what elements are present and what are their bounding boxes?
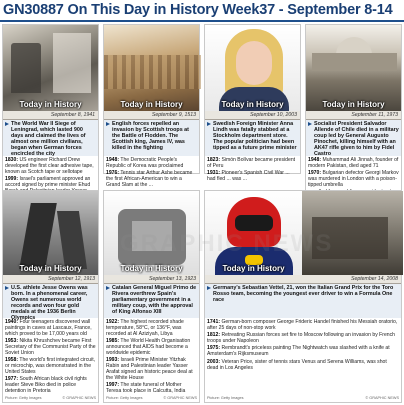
- lead-story: Swedish Foreign Minister Anna Lindh was fatally stabbed at a Stockholm department store. The popular politician had been tipped as a future prime minister: [205, 120, 300, 156]
- photo-primo-de-rivera: [104, 191, 199, 275]
- list-item: 1812: Retreating Russian forces set fire to Moscow following an invasion by French troops under Napoleon: [207, 332, 396, 345]
- photo-label: Today in History: [221, 100, 284, 109]
- photo-leningrad: [3, 25, 98, 111]
- history-card-sept-9: [103, 24, 200, 189]
- arrow-icon: [5, 286, 9, 290]
- photo-label: Today in History: [120, 264, 183, 273]
- lead-story: Catalan General Miguel Primo de Rivera overthrew Spain's parliamentary government in a military coup, with the approval of King Alfonso XIII: [104, 284, 199, 318]
- lead-story: Socialist President Salvador Allende of Chile died in a military coup led by General Augusto Pinochet, killing himself with an AK47 rifle given to him by Fidel Castro: [306, 120, 401, 156]
- list-item: 1976: Tennis star Arthur Ashe became the first African-American to win a Grand Slam at the ...: [106, 170, 193, 189]
- photo-label: Today in History: [19, 100, 82, 109]
- lead-story: English forces repelled an invasion by Scottish troops at the Battle of Flodden. The Scottish king, James IV, was killed in the fighting: [104, 120, 199, 156]
- list-item: 1823: Simón Bolívar became president of Peru: [207, 157, 296, 169]
- photo-allende: [306, 25, 401, 111]
- list-item: 1977: South African black civil rights leader Steve Biko died in police detention in Pretoria: [5, 376, 87, 395]
- arrow-icon: [207, 122, 211, 126]
- list-item: 1948: The Democratic People's Republic of Korea was proclaimed: [106, 157, 184, 169]
- list-item: 1985: The World Health Organisation announced that AIDS had become a worldwide epidemic: [106, 338, 191, 356]
- lead-story: Germany's Sebastian Vettel, 21, won the Italian Grand Prix for the Toro Rosso team, becoming the youngest ever driver to win a Formula One race: [205, 284, 401, 318]
- photo-label: Today in History: [222, 264, 285, 273]
- photo-flodden: [104, 25, 199, 111]
- list-item: 1999: Israel's parliament approved an accord signed by prime minister Ehud: [5, 176, 91, 189]
- event-list: [104, 319, 199, 397]
- list-item: 1975: Rembrandt's priceless painting The Nightwatch was slashed with a knife at Amsterdam's Rijksmuseum: [207, 345, 390, 358]
- list-item: 1948: Muhammad Ali Jinnah, founder of modern Pakistan, died aged 71: [308, 157, 399, 169]
- photo-background: [302, 191, 403, 275]
- arrow-icon: [308, 122, 312, 126]
- list-item: 1970: Bulgarian defector Georgi Markov was murdered in London with a poison-tipped umbrella: [308, 170, 399, 189]
- list-item: 1931: Pioneer's Spanish Civil War ... had fled ... was ...: [207, 170, 290, 183]
- card-date: September 14, 2008: [205, 275, 401, 284]
- history-card-sept-14: [204, 190, 402, 403]
- arrow-icon: [207, 286, 211, 290]
- list-item: 1830: US engineer Richard Drew developed the first clear adhesive tape, known as Scotch tape or sellotape: [5, 157, 94, 175]
- card-date: September 10, 2003: [205, 111, 300, 120]
- event-list: [205, 319, 401, 374]
- photo-jesse-owens: [3, 191, 98, 275]
- list-item: 1741: German-born composer George Frideric Handel finished his Messiah oratorio, after 25 days of non-stop work: [207, 319, 398, 331]
- card-date: September 11, 1973: [306, 111, 401, 120]
- arrow-icon: [5, 122, 9, 126]
- arrow-icon: [106, 122, 110, 126]
- history-card-sept-12: [2, 190, 99, 403]
- list-item: 2003: Veteran Price, sister of tennis stars Venus and Serena Williams, was shot dead in Los Angeles: [207, 358, 387, 371]
- card-date: September 8, 1941: [3, 111, 98, 120]
- photo-label: Today in History: [19, 264, 82, 273]
- photo-label: Today in History: [322, 100, 385, 109]
- lead-story: The World War II Siege of Leningrad, which lasted 900 days and claimed the lives of almost one million civilians, began when German forces encircled the city: [3, 120, 98, 156]
- event-list: [3, 319, 98, 397]
- card-date: September 9, 1513: [104, 111, 199, 120]
- card-date: September 13, 1923: [104, 275, 199, 284]
- history-card-sept-13: [103, 190, 200, 403]
- credit-line: Picture: Getty Images © GRAPHIC NEWS: [207, 396, 399, 400]
- credit-line: Picture: Getty Images © GRAPHIC NEWS: [106, 396, 197, 400]
- list-item: 1940: Four teenagers discovered wall paintings in caves at Lascaux, France, which proved to be 17,000 years old: [5, 319, 92, 337]
- list-item: 1997: The state funeral of Mother Teresa took place in Calcutta, India: [106, 382, 186, 395]
- title-bar: [0, 0, 404, 22]
- lead-story: U.S. athlete Jesse Owens was born. In a phenomenal career, Owens set numerous world records and won four gold medals at the 1936 Berlin Olympics: [3, 284, 98, 318]
- history-card-sept-10: [204, 24, 301, 183]
- credit-line: Picture: Getty Images © GRAPHIC NEWS: [5, 396, 96, 400]
- event-list: [104, 157, 199, 191]
- list-item: 1958: The world's first integrated circuit, or microchip, was demonstrated in the United States: [5, 357, 96, 376]
- list-item: 1922: The highest recorded shade temperature, 58°C, or 136°F, was recorded at Al Aziziyah, Libya: [106, 319, 184, 337]
- event-list: [205, 157, 300, 185]
- list-item: 1953: Nikita Khrushchev became First Secretary of the Communist Party of the Soviet Union: [5, 338, 96, 356]
- photo-anna-lindh: [205, 25, 300, 111]
- photo-label: Today in History: [120, 100, 183, 109]
- photo-vettel: [205, 191, 302, 275]
- list-item: 1993: Israeli Prime Minister Yitzhak Rabin and Palestinian leader Yasser Arafat signed an historic peace deal at the White House: [106, 357, 193, 381]
- arrow-icon: [106, 286, 110, 290]
- card-date: September 12, 1913: [3, 275, 98, 284]
- page-title: GN30887 On This Day in History Week37 - September 8-14: [3, 2, 393, 18]
